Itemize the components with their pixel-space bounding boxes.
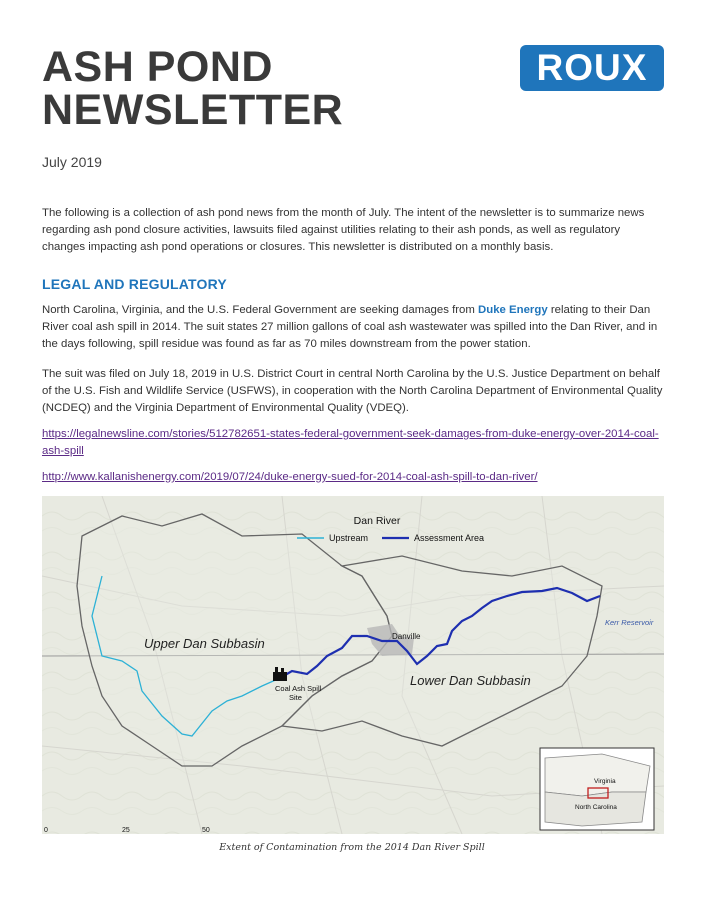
scale-25: 25	[122, 827, 130, 834]
map-caption: Extent of Contamination from the 2014 Dan River Spill	[219, 842, 485, 853]
upper-subbasin-label: Upper Dan Subbasin	[144, 636, 265, 651]
scale-50: 50	[202, 827, 210, 834]
intro-paragraph: The following is a collection of ash pond news from the month of July. The intent of the newsletter is to summarize news regarding ash pond closure activities, lawsuits filed against utilities relating to their ash ponds, as well as regulatory changes impacting ash pond operations or closures. This newsletter is distributed on a monthly basis.	[42, 207, 645, 253]
map-graphic	[42, 496, 664, 834]
link-legalnewsline[interactable]: https://legalnewsline.com/stories/512782651-states-federal-government-seek-damages-from-duke-energy-over-2014-coal-ash-spill	[42, 428, 659, 457]
title-line-1: ASH POND	[42, 43, 273, 91]
inset-virginia-label: Virginia	[594, 778, 616, 785]
newsletter-title	[42, 43, 344, 134]
dan-river-map	[42, 496, 664, 834]
roux-logo: ROUX	[520, 45, 664, 91]
inset-nc-label: North Carolina	[575, 804, 617, 811]
legend-upstream-label: Upstream	[329, 533, 369, 543]
legend-assessment-label: Assessment Area	[414, 533, 485, 543]
issue-date: July 2019	[42, 154, 102, 170]
duke-energy-keyword[interactable]: Duke Energy	[478, 304, 548, 316]
lower-subbasin-label: Lower Dan Subbasin	[410, 673, 531, 688]
section-heading: LEGAL AND REGULATORY	[42, 276, 227, 292]
p1-text-after: relating to their Dan River coal ash spill in 2014. The suit states 27 million gallons of coal ash wastewater was spilled into the Dan River, and in the days following, spill residue was found as far as 70 miles downstream from the power station.	[42, 304, 658, 350]
paragraph-filing: The suit was filed on July 18, 2019 in U.S. District Court in central North Carolina by the U.S. Justice Department on behalf of the U.S. Fish and Wildlife Service (USFWS), in cooperation with the North Carolina Department of Environmental Quality (NCDEQ) and the Virginia Department of Environmental Quality (VDEQ).	[42, 368, 663, 414]
link-kallanishenergy[interactable]: http://www.kallanishenergy.com/2019/07/24/duke-energy-sued-for-2014-coal-ash-spill-to-dan-river/	[42, 471, 538, 483]
paragraph-lawsuit	[42, 302, 666, 353]
danville-label: Danville	[392, 632, 421, 641]
inset-map	[540, 748, 654, 830]
spill-label-line1: Coal Ash Spill	[275, 684, 322, 693]
map-title: Dan River	[353, 515, 401, 527]
title-line-2: NEWSLETTER	[42, 86, 344, 134]
scale-0: 0	[44, 827, 48, 834]
kerr-reservoir-label: Kerr Reservoir	[605, 618, 654, 627]
spill-label-line2: Site	[289, 693, 302, 702]
p1-text-before: North Carolina, Virginia, and the U.S. Federal Government are seeking damages from	[42, 304, 479, 316]
